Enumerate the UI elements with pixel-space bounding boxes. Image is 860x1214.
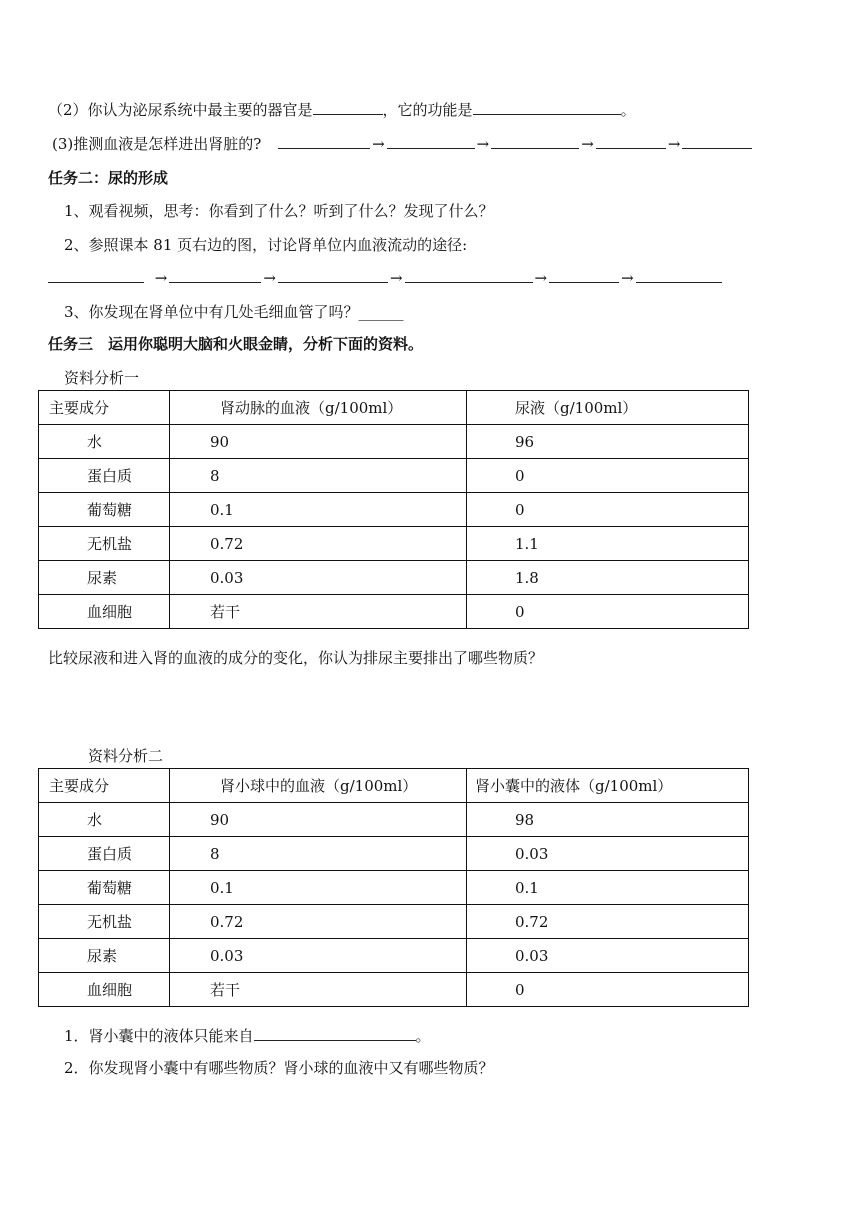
arrow-icon: → bbox=[581, 135, 594, 153]
table-header-row bbox=[39, 391, 749, 425]
table-2-question-1-prefix: 1．肾小囊中的液体只能来自 bbox=[64, 1027, 254, 1045]
table-cell: 1.1 bbox=[467, 527, 749, 561]
table-2-question-2: 2．你发现肾小囊中有哪些物质？肾小球的血液中又有哪些物质？ bbox=[64, 1059, 494, 1077]
table-cell: 若干 bbox=[170, 973, 467, 1007]
table-row bbox=[39, 527, 749, 561]
table-cell: 若干 bbox=[170, 595, 467, 629]
arrow-icon: → bbox=[263, 269, 276, 287]
table-cell: 蛋白质 bbox=[39, 837, 170, 871]
table-cell: 尿素 bbox=[39, 561, 170, 595]
table-row bbox=[39, 459, 749, 493]
table-cell: 0 bbox=[467, 973, 749, 1007]
table-header-row bbox=[39, 769, 749, 803]
table-row bbox=[39, 595, 749, 629]
table-1-caption: 资料分析一 bbox=[64, 369, 140, 387]
table-header-cell: 主要成分 bbox=[39, 769, 170, 803]
table-cell: 无机盐 bbox=[39, 905, 170, 939]
task-2-title: 任务二：尿的形成 bbox=[48, 169, 169, 187]
answer-blank-path-3[interactable] bbox=[491, 134, 579, 149]
arrow-icon: → bbox=[372, 135, 385, 153]
table-cell: 0 bbox=[467, 493, 749, 527]
table-row bbox=[39, 493, 749, 527]
arrow-icon: → bbox=[621, 269, 634, 287]
answer-blank-flow-5[interactable] bbox=[549, 268, 619, 283]
answer-blank-flow-1[interactable] bbox=[48, 268, 144, 283]
answer-blank-path-4[interactable] bbox=[596, 134, 666, 149]
table-cell: 0.72 bbox=[467, 905, 749, 939]
table-cell: 0.1 bbox=[467, 871, 749, 905]
table-cell: 1.8 bbox=[467, 561, 749, 595]
answer-blank-organ[interactable] bbox=[313, 100, 383, 115]
table-cell: 0.03 bbox=[170, 561, 467, 595]
answer-blank-flow-3[interactable] bbox=[278, 268, 388, 283]
table-row bbox=[39, 905, 749, 939]
table-cell: 0.03 bbox=[467, 837, 749, 871]
table-cell: 血细胞 bbox=[39, 595, 170, 629]
table-cell: 0 bbox=[467, 459, 749, 493]
question-2-prefix: （2）你认为泌尿系统中最主要的器官是 bbox=[48, 101, 313, 119]
table-cell: 8 bbox=[170, 459, 467, 493]
table-cell: 葡萄糖 bbox=[39, 871, 170, 905]
table-cell: 0.72 bbox=[170, 905, 467, 939]
arrow-icon: → bbox=[667, 135, 681, 153]
table-cell: 0.03 bbox=[467, 939, 749, 973]
answer-blank-flow-4[interactable] bbox=[405, 268, 533, 283]
table-row bbox=[39, 871, 749, 905]
table-row bbox=[39, 973, 749, 1007]
table-cell: 90 bbox=[170, 425, 467, 459]
table-row bbox=[39, 939, 749, 973]
table-cell: 血细胞 bbox=[39, 973, 170, 1007]
table-cell: 0.72 bbox=[170, 527, 467, 561]
answer-blank-path-1[interactable] bbox=[278, 134, 370, 149]
table-cell: 0.1 bbox=[170, 493, 467, 527]
table-1 bbox=[38, 390, 749, 629]
table-cell: 水 bbox=[39, 803, 170, 837]
table-2-question-1-end: 。 bbox=[415, 1027, 431, 1045]
task-2-item-2: 2、参照课本 81 页右边的图，讨论肾单位内血液流动的途径: bbox=[64, 236, 468, 254]
arrow-icon: → bbox=[389, 269, 403, 287]
table-header-cell: 肾动脉的血液（g/100ml） bbox=[170, 391, 467, 425]
table-row bbox=[39, 561, 749, 595]
arrow-icon: → bbox=[154, 269, 168, 287]
table-cell: 无机盐 bbox=[39, 527, 170, 561]
question-3 bbox=[52, 134, 752, 154]
table-2-question-1 bbox=[64, 1026, 431, 1046]
table-row bbox=[39, 803, 749, 837]
table-header-cell: 尿液（g/100ml） bbox=[467, 391, 749, 425]
task-2-item-1: 1、观看视频，思考：你看到了什么？听到了什么？发现了什么？ bbox=[64, 202, 494, 220]
answer-blank-source[interactable] bbox=[254, 1026, 416, 1041]
task-3-title: 任务三 运用你聪明大脑和火眼金睛，分析下面的资料。 bbox=[48, 335, 424, 353]
table-cell: 葡萄糖 bbox=[39, 493, 170, 527]
question-2-mid: ，它的功能是 bbox=[382, 101, 473, 119]
question-2-end: 。 bbox=[620, 101, 636, 119]
task-2-item-3: 3、你发现在肾单位中有几处毛细血管了吗？______ bbox=[64, 303, 404, 321]
table-cell: 尿素 bbox=[39, 939, 170, 973]
table-header-cell: 主要成分 bbox=[39, 391, 170, 425]
blood-flow-path-blanks bbox=[48, 268, 722, 288]
answer-blank-flow-6[interactable] bbox=[636, 268, 722, 283]
answer-blank-path-5[interactable] bbox=[682, 134, 752, 149]
question-3-prefix: (3)推测血液是怎样进出肾脏的? bbox=[52, 135, 262, 153]
table-header-cell: 肾小球中的血液（g/100ml） bbox=[170, 769, 467, 803]
table-cell: 98 bbox=[467, 803, 749, 837]
arrow-icon: → bbox=[476, 135, 490, 153]
table-1-question: 比较尿液和进入肾的血液的成分的变化，你认为排尿主要排出了哪些物质？ bbox=[48, 649, 544, 667]
table-cell: 96 bbox=[467, 425, 749, 459]
answer-blank-function[interactable] bbox=[473, 100, 621, 115]
table-cell: 水 bbox=[39, 425, 170, 459]
table-row bbox=[39, 837, 749, 871]
table-row bbox=[39, 425, 749, 459]
answer-blank-flow-2[interactable] bbox=[169, 268, 261, 283]
arrow-icon: → bbox=[534, 269, 548, 287]
question-2 bbox=[48, 100, 636, 120]
table-cell: 90 bbox=[170, 803, 467, 837]
table-2 bbox=[38, 768, 749, 1007]
table-cell: 0.1 bbox=[170, 871, 467, 905]
table-cell: 0.03 bbox=[170, 939, 467, 973]
table-header-cell: 肾小囊中的液体（g/100ml） bbox=[467, 769, 749, 803]
table-cell: 蛋白质 bbox=[39, 459, 170, 493]
answer-blank-path-2[interactable] bbox=[387, 134, 475, 149]
table-cell: 0 bbox=[467, 595, 749, 629]
table-2-caption: 资料分析二 bbox=[88, 747, 164, 765]
table-cell: 8 bbox=[170, 837, 467, 871]
